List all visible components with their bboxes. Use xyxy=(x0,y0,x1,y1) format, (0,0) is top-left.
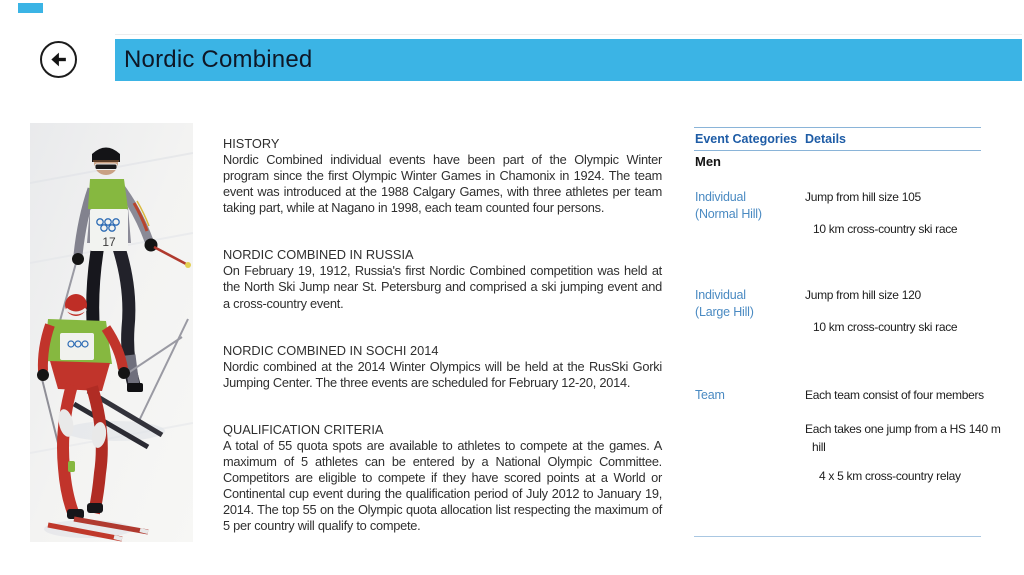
table-rule-top xyxy=(694,127,981,128)
top-left-accent xyxy=(18,3,43,13)
category-cell xyxy=(695,189,801,223)
detail-line: Each takes one jump from a HS 140 m xyxy=(805,422,1001,436)
details-cell xyxy=(805,387,1001,484)
section-heading: HISTORY xyxy=(223,136,280,151)
details-cell xyxy=(805,189,997,237)
section-body: On February 19, 1912, Russia's first Nordic Combined competition was held at the North Ski Jump near St. Petersburg and comprised a ski jumping event and a cross-country event. xyxy=(223,263,662,311)
section-heading: QUALIFICATION CRITERIA xyxy=(223,421,384,437)
section-heading: NORDIC COMBINED IN SOCHI 2014 xyxy=(223,342,439,358)
section-body: A total of 55 quota spots are available to athletes to compete at the games. A maximum of 5 athletes can be entered by a National Olympic Committee. Competitors are eligible to compete if they have scored points at a World or Continental cup event during the qualification period of July 2012 to January 19, 2014. The top 55 on the Olympic quota allocation list respecting the maximum of 5 per country will qualify to compete. xyxy=(223,437,662,534)
detail-line: Jump from hill size 105 xyxy=(805,190,921,204)
category-name: Team xyxy=(695,388,725,402)
article-content xyxy=(223,136,662,565)
section-body: Nordic combined at the 2014 Winter Olympics will be held at the RusSki Gorki Jumping Center. The three events are scheduled for February 12-20, 2014. xyxy=(223,358,662,390)
bib-number: 17 xyxy=(102,235,116,249)
skiers-photo xyxy=(30,123,193,542)
category-subname: (Large Hill) xyxy=(695,305,754,319)
page-title: Nordic Combined xyxy=(124,46,313,73)
category-cell xyxy=(695,387,801,404)
table-rule-bottom xyxy=(694,536,981,537)
column-header-event-categories: Event Categories xyxy=(695,132,798,146)
section-history xyxy=(223,136,662,216)
header-divider xyxy=(115,34,1022,35)
category-cell xyxy=(695,287,801,321)
event-categories-table xyxy=(694,127,1001,541)
detail-line: Jump from hill size 120 xyxy=(805,288,921,302)
column-header-details: Details xyxy=(805,132,846,146)
category-subname: (Normal Hill) xyxy=(695,207,762,221)
detail-line: 10 km cross-country ski race xyxy=(813,320,958,334)
detail-line: 4 x 5 km cross-country relay xyxy=(819,469,961,483)
details-cell xyxy=(805,287,997,335)
page-header xyxy=(115,39,1022,81)
detail-line: hill xyxy=(812,440,826,454)
section-russia xyxy=(223,247,662,311)
back-arrow-icon xyxy=(48,49,69,70)
detail-line: 10 km cross-country ski race xyxy=(813,222,958,236)
table-group-men: Men xyxy=(695,154,721,169)
back-button[interactable] xyxy=(40,41,77,78)
section-body: Nordic Combined individual events have been part of the Olympic Winter program since the first Olympic Winter Games in Chamonix in 1924. The team event was introduced at the 1988 Calgary Games, with three athletes per team taking part, while at Nagano in 1998, each team counted four persons. xyxy=(223,152,662,216)
category-name: Individual xyxy=(695,288,746,302)
table-rule-header xyxy=(694,150,981,151)
category-name: Individual xyxy=(695,190,746,204)
section-sochi xyxy=(223,343,662,391)
detail-line: Each team consist of four members xyxy=(805,388,984,402)
section-qualification xyxy=(223,422,662,535)
section-heading: NORDIC COMBINED IN RUSSIA xyxy=(223,247,414,263)
